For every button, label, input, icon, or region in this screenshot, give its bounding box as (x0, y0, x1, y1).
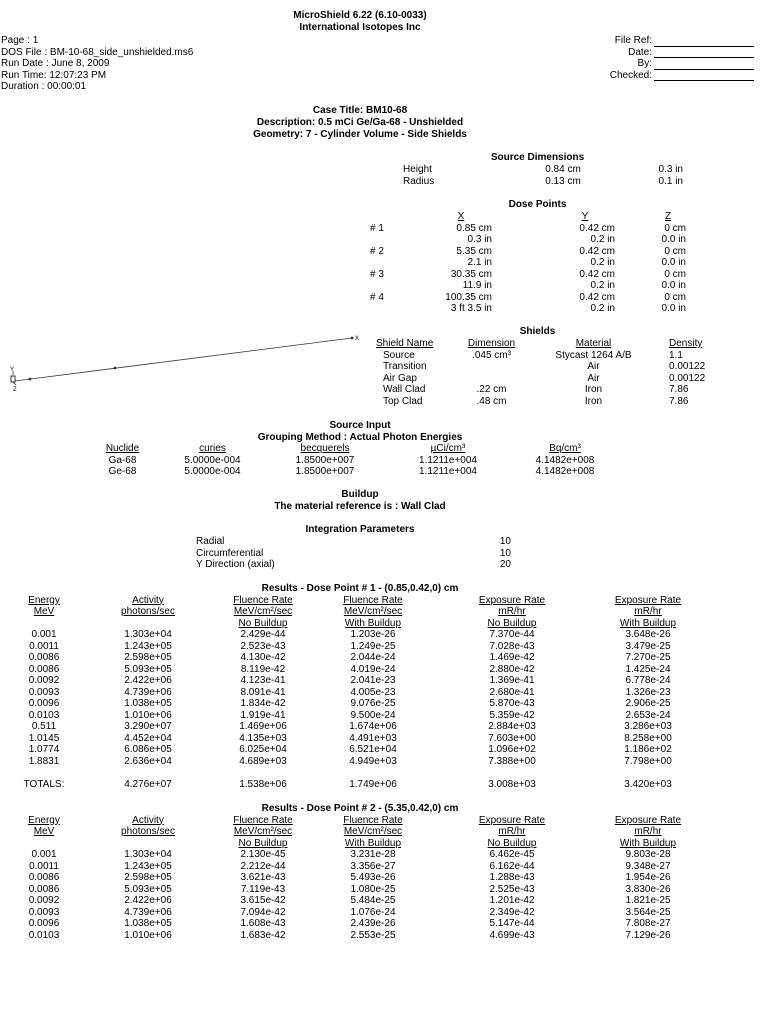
results-cell: 4.491e+03 (349, 732, 397, 744)
dose-line (15, 338, 352, 381)
results-header: photons/sec (121, 606, 175, 617)
results-cell: 3.621e-43 (240, 872, 286, 883)
dose-point-x: 100.35 cm (445, 291, 492, 303)
results-cell: 8.119e-42 (240, 663, 286, 675)
file-ref-label: File Ref: (614, 35, 652, 46)
results-cell: 1.186e+02 (624, 744, 672, 755)
results-cell: 5.093e+05 (124, 883, 172, 895)
results-header: Fluence Rate (233, 594, 293, 606)
results-cell: 6.521e+04 (349, 744, 397, 755)
results-cell: 1.469e-42 (489, 652, 535, 663)
results-header: No Buildup (487, 837, 537, 849)
nuclide-cell: 1.8500e+007 (295, 466, 355, 477)
results-cell: 1.243e+05 (124, 640, 172, 652)
dose-point-label: # 2 (370, 245, 384, 257)
results-cell: 0.0092 (28, 895, 60, 906)
results-cell: 4.005e-23 (350, 686, 396, 698)
shield-density: 0.00122 (669, 372, 706, 384)
results-header: Exposure Rate (478, 594, 546, 606)
results-cell: 1.243e+05 (124, 860, 172, 872)
results-cell: 3.356e-27 (350, 860, 396, 872)
results-header: MeV (33, 606, 55, 617)
shield-dimension: .48 cm (476, 395, 507, 407)
results-cell: 4.689e+03 (239, 755, 287, 767)
results-cell: 6.162e-44 (489, 860, 535, 872)
nuclide-cell: 4.1482e+008 (535, 466, 595, 477)
results-header: Activity (132, 814, 164, 826)
results-cell: 1.010e+06 (124, 709, 172, 721)
results-cell: 0.0011 (29, 640, 59, 652)
results-cell: 9.500e-24 (350, 709, 396, 721)
results-header: No Buildup (238, 617, 288, 629)
results-column (4, 594, 84, 790)
results-column (4, 814, 84, 941)
results-cell: 2.212e-44 (240, 860, 286, 872)
results-column (93, 814, 203, 941)
nuclide-header: Bq/cm³ (549, 443, 581, 454)
shield-header: Dimension (467, 338, 516, 349)
results-column (323, 814, 423, 941)
results-cell: 0.001 (31, 849, 57, 860)
dose-point-y: 0.42 cm (579, 291, 615, 303)
nuclide-cell: 5.0000e-004 (184, 454, 241, 466)
results-column (213, 814, 313, 941)
results-cell: 6.462e-45 (489, 849, 535, 860)
results-cell: 2.880e-42 (489, 663, 535, 675)
results-cell: 1.425e-24 (625, 663, 671, 675)
results-cell: 1.954e-26 (625, 872, 671, 883)
results-cell: 2.422e+06 (124, 895, 172, 906)
results-cell: 2.523e-43 (240, 640, 286, 652)
nuclide-header: µCi/cm³ (430, 443, 466, 454)
results-column (93, 594, 203, 790)
dimension-in: 0.3 in (658, 164, 683, 175)
results-cell: 0.0086 (28, 883, 60, 895)
results-header: MeV/cm²/sec (233, 826, 293, 837)
results-cell: 3.231e-28 (350, 849, 396, 860)
results-cell: 4.130e-42 (240, 652, 286, 663)
results-cell: 7.808e-27 (625, 918, 671, 929)
shield-header: Material (575, 338, 612, 349)
case-title: Case Title: BM10-68 (312, 105, 408, 116)
dose-point-x: 2.1 in (467, 257, 492, 268)
results-cell: 0.001 (31, 629, 57, 640)
results-header: Fluence Rate (343, 594, 403, 606)
results-cell: 7.129e-26 (625, 929, 671, 941)
dose-point-marker (114, 367, 117, 370)
results-cell: 0.511 (31, 721, 57, 732)
dose-point-z: 0 cm (664, 291, 686, 303)
case-description: Description: 0.5 mCi Ge/Ga-68 - Unshielded (256, 117, 464, 128)
results-cell: 2.044e-24 (350, 652, 396, 663)
run-info-line: Duration : 00:00:01 (1, 81, 87, 92)
results-cell: 1.326e-23 (625, 686, 671, 698)
results-cell: 1.201e-42 (489, 895, 535, 906)
source-dimensions-heading: Source Dimensions (490, 152, 585, 163)
results-cell: 1.469e+06 (239, 721, 287, 732)
results-cell: 7.370e-44 (489, 629, 535, 640)
results-title: Results - Dose Point # 2 - (5.35,0.42,0) cm (261, 803, 459, 814)
shield-material: Air (587, 361, 600, 372)
results-cell: 8.258e+00 (624, 732, 672, 744)
results-cell: 6.025e+04 (239, 744, 287, 755)
results-cell: 3.564e-25 (625, 906, 671, 918)
results-header: Activity (132, 594, 164, 606)
nuclide-table (95, 443, 635, 479)
results-cell: 4.135e+03 (239, 732, 287, 744)
results-cell: 4.739e+06 (124, 906, 172, 918)
results-cell: 0.0086 (28, 872, 60, 883)
results-cell: 2.598e+05 (124, 872, 172, 883)
results-cell: 1.249e-25 (350, 640, 396, 652)
results-cell: 0.0086 (28, 663, 60, 675)
results-header: No Buildup (487, 617, 537, 629)
dose-point-x: 5.35 cm (456, 245, 492, 257)
nuclide-header: becquerels (300, 443, 350, 454)
shield-name: Transition (383, 361, 427, 372)
results-cell: 1.303e+04 (124, 629, 172, 640)
results-cell: 2.553e-25 (350, 929, 396, 941)
dimension-in: 0.1 in (658, 175, 683, 187)
company-name: International Isotopes Inc (299, 22, 421, 33)
shield-name: Top Clad (383, 395, 423, 407)
results-cell: 5.359e-42 (489, 709, 535, 721)
nuclide-cell: 1.1211e+004 (419, 466, 477, 477)
results-header (4, 838, 84, 850)
results-header (93, 618, 203, 630)
results-total: 4.276e+07 (124, 778, 172, 790)
results-cell: 0.0103 (28, 929, 60, 941)
dimension-name: Height (403, 164, 432, 175)
shield-density: 0.00122 (669, 361, 706, 372)
results-header: With Buildup (344, 837, 402, 849)
run-info-line: Run Time: 12:07:23 PM (1, 69, 107, 81)
results-cell: 1.683e-42 (240, 929, 286, 941)
results-cell: 6.778e-24 (625, 675, 671, 686)
dose-point-label: # 4 (370, 291, 384, 303)
results-total: 3.008e+03 (488, 778, 536, 790)
results-cell: 1.919e-41 (240, 709, 286, 721)
dose-point-x: 11.9 in (462, 280, 492, 291)
results-cell: 2.422e+06 (124, 675, 172, 686)
results-cell: 5.093e+05 (124, 663, 172, 675)
dose-point-y: 0.2 in (590, 257, 615, 268)
results-cell: 0.0011 (29, 860, 59, 872)
results-dose-point-1 (0, 583, 770, 793)
results-cell: 7.388e+00 (488, 755, 536, 767)
dose-point-y: 0.42 cm (579, 268, 615, 280)
results-cell: 0.0093 (28, 686, 60, 698)
dose-point-z: 0 cm (664, 268, 686, 280)
results-cell: 7.603e+00 (488, 732, 536, 744)
nuclide-cell: 1.1211e+004 (419, 454, 477, 466)
results-cell: 3.290e+07 (124, 721, 172, 732)
dose-point-y: 0.2 in (590, 234, 615, 245)
results-cell: 2.429e-44 (240, 629, 286, 640)
results-cell: 0.0096 (28, 698, 60, 709)
results-cell: 4.699e-43 (489, 929, 535, 941)
dose-point-label: # 1 (370, 222, 384, 234)
dose-point-marker (29, 378, 32, 381)
results-column (213, 594, 313, 790)
case-geometry: Geometry: 7 - Cylinder Volume - Side Shields (253, 129, 467, 140)
shield-density: 7.86 (669, 395, 689, 407)
shield-material: Iron (584, 395, 603, 407)
results-total: TOTALS: (23, 778, 65, 790)
results-header: With Buildup (619, 617, 677, 629)
nuclide-header: curies (199, 443, 226, 454)
dose-point-z: 0.0 in (661, 303, 686, 314)
param-name: Circumferential (196, 547, 264, 559)
results-header: MeV/cm²/sec (233, 606, 293, 617)
results-header: MeV (33, 826, 55, 837)
dimension-cm: 0.84 cm (545, 164, 581, 175)
results-cell: 0.0103 (28, 709, 60, 721)
axis-y-label: Y (10, 367, 15, 373)
axis-z-label: Z (13, 387, 17, 393)
results-header: Exposure Rate (614, 814, 682, 826)
grouping-method: Grouping Method : Actual Photon Energies (257, 432, 463, 443)
results-cell: 1.038e+05 (124, 918, 172, 929)
results-header: Energy (28, 814, 60, 826)
results-cell: 3.648e-26 (625, 629, 671, 640)
results-cell: 4.949e+03 (349, 755, 397, 767)
axis-x-label: X (355, 336, 360, 342)
results-cell: 4.452e+04 (124, 732, 172, 744)
shield-material: Stycast 1264 A/B (555, 349, 632, 361)
results-total: 1.749e+06 (349, 778, 397, 790)
results-cell: 2.439e-26 (350, 918, 396, 929)
shield-density: 1.1 (669, 349, 683, 361)
buildup-reference: The material reference is : Wall Clad (274, 501, 446, 512)
results-cell: 2.525e-43 (489, 883, 535, 895)
results-title: Results - Dose Point # 1 - (0.85,0.42,0) cm (261, 583, 459, 594)
results-cell: 3.479e-25 (625, 640, 671, 652)
nuclide-cell: 4.1482e+008 (535, 454, 595, 466)
results-column (458, 814, 566, 941)
results-cell: 9.348e-27 (625, 860, 671, 872)
results-column (594, 594, 702, 790)
results-cell: 7.028e-43 (489, 640, 535, 652)
results-cell: 7.798e+00 (624, 755, 672, 767)
results-column (323, 594, 423, 790)
results-cell: 2.906e-25 (625, 698, 671, 709)
dose-point-x: 0.3 in (467, 234, 492, 245)
results-cell: 1.288e-43 (489, 872, 535, 883)
results-cell: 8.091e-41 (240, 686, 286, 698)
dose-point-z: 0 cm (664, 222, 686, 234)
dose-point-y: 0.42 cm (579, 222, 615, 234)
shield-header: Density (669, 338, 703, 349)
results-cell: 1.674e+06 (349, 721, 397, 732)
shield-material: Iron (584, 384, 603, 395)
dose-point-z: 0.0 in (661, 257, 686, 268)
shield-name: Wall Clad (383, 384, 426, 395)
by-label: By: (637, 58, 652, 69)
shield-name: Air Gap (383, 372, 417, 384)
dose-point-header: Y (581, 211, 589, 222)
results-header: Fluence Rate (343, 814, 403, 826)
results-cell: 3.830e-26 (625, 883, 671, 895)
results-cell: 2.636e+04 (124, 755, 172, 767)
results-cell: 7.270e-25 (625, 652, 671, 663)
shield-density: 7.86 (669, 384, 689, 395)
param-value: 10 (499, 547, 511, 559)
results-cell: 2.041e-23 (350, 675, 396, 686)
results-cell: 3.286e+03 (624, 721, 672, 732)
results-total: 1.538e+06 (239, 778, 287, 790)
results-header (4, 618, 84, 630)
results-cell: 2.653e-24 (625, 709, 671, 721)
shield-material: Air (587, 372, 600, 384)
date-label: Date: (628, 46, 652, 58)
results-header: mR/hr (634, 826, 662, 837)
results-cell: 1.096e+02 (488, 744, 536, 755)
z-axis-line (13, 382, 16, 385)
results-header: Energy (28, 594, 60, 606)
results-cell: 0.0093 (28, 906, 60, 918)
results-cell: 2.598e+05 (124, 652, 172, 663)
results-cell: 1.8831 (28, 755, 60, 767)
results-header: Exposure Rate (478, 814, 546, 826)
results-cell: 1.010e+06 (124, 929, 172, 941)
buildup-heading: Buildup (341, 489, 379, 500)
results-header: Exposure Rate (614, 594, 682, 606)
dose-point-x: 3 ft 3.5 in (450, 303, 492, 314)
results-cell: 0.0092 (28, 675, 60, 686)
param-name: Y Direction (axial) (196, 559, 275, 570)
results-header: mR/hr (498, 826, 526, 837)
results-cell: 4.739e+06 (124, 686, 172, 698)
param-value: 10 (499, 536, 511, 547)
results-header (93, 838, 203, 850)
results-cell: 5.870e-43 (489, 698, 535, 709)
dose-points-heading: Dose Points (508, 199, 567, 210)
results-cell: 2.680e-41 (489, 686, 535, 698)
shield-dimension: .22 cm (476, 384, 507, 395)
shield-dimension: .045 cm³ (472, 349, 511, 361)
shields-heading: Shields (519, 326, 556, 337)
source-input-heading: Source Input (329, 420, 391, 431)
dose-point-y: 0.2 in (590, 303, 615, 314)
run-info-line: DOS File : BM-10-68_side_unshielded.ms6 (1, 46, 194, 58)
results-cell: 7.119e-43 (240, 883, 286, 895)
results-column (458, 594, 566, 790)
nuclide-cell: 5.0000e-004 (184, 466, 241, 477)
param-name: Radial (196, 536, 225, 547)
dose-point-header: Z (664, 211, 672, 222)
run-info-line: Run Date : June 8, 2009 (1, 58, 110, 69)
results-cell: 5.484e-25 (350, 895, 396, 906)
results-cell: 9.803e-28 (625, 849, 671, 860)
nuclide-cell: 1.8500e+007 (295, 454, 355, 466)
results-cell: 4.123e-41 (240, 675, 286, 686)
dose-point-y: 0.42 cm (579, 245, 615, 257)
results-cell: 1.080e-25 (350, 883, 396, 895)
shield-header: Shield Name (376, 338, 434, 349)
dose-point-z: 0.0 in (661, 234, 686, 245)
results-total: 3.420e+03 (624, 778, 672, 790)
results-cell: 1.0774 (28, 744, 60, 755)
results-cell: 5.493e-26 (350, 872, 396, 883)
results-header: With Buildup (344, 617, 402, 629)
results-cell: 3.615e-42 (240, 895, 286, 906)
results-cell: 2.884e+03 (488, 721, 536, 732)
dose-point-z: 0.0 in (661, 280, 686, 291)
integration-table (196, 536, 526, 572)
dimension-name: Radius (403, 175, 435, 187)
dose-point-x: 30.35 cm (450, 268, 492, 280)
dose-point-x: 0.85 cm (456, 222, 492, 234)
results-header: With Buildup (619, 837, 677, 849)
results-cell: 4.019e-24 (350, 663, 396, 675)
results-header: MeV/cm²/sec (343, 606, 403, 617)
results-cell: 0.0086 (28, 652, 60, 663)
results-cell: 2.349e-42 (489, 906, 535, 918)
dose-point-y: 0.2 in (590, 280, 615, 291)
results-cell: 1.038e+05 (124, 698, 172, 709)
nuclide-cell: Ga-68 (108, 454, 137, 466)
results-cell: 7.094e-42 (240, 906, 286, 918)
dose-point-z: 0 cm (664, 245, 686, 257)
run-info-line: Page : 1 (1, 35, 39, 46)
nuclide-cell: Ge-68 (108, 466, 137, 477)
results-cell: 1.076e-24 (350, 906, 396, 918)
results-cell: 1.303e+04 (124, 849, 172, 860)
results-cell: 1.369e-41 (489, 675, 535, 686)
results-cell: 1.0145 (28, 732, 60, 744)
dimension-cm: 0.13 cm (545, 175, 581, 187)
results-cell: 2.130e-45 (240, 849, 286, 860)
source-cylinder (11, 376, 15, 382)
results-header: mR/hr (498, 606, 526, 617)
results-header: photons/sec (121, 826, 175, 837)
param-value: 20 (499, 559, 511, 570)
results-cell: 1.834e-42 (240, 698, 286, 709)
results-header: MeV/cm²/sec (343, 826, 403, 837)
results-cell: 9.076e-25 (350, 698, 396, 709)
nuclide-header: Nuclide (105, 443, 140, 454)
results-header: mR/hr (634, 606, 662, 617)
results-dose-point-2 (0, 803, 770, 943)
results-cell: 1.821e-25 (625, 895, 671, 906)
results-cell: 6.086e+05 (124, 744, 172, 755)
dose-point-header: X (457, 211, 465, 222)
dose-point-label: # 3 (370, 268, 384, 280)
results-cell: 0.0096 (28, 918, 60, 929)
shield-name: Source (383, 349, 415, 361)
dose-point-marker (351, 337, 354, 340)
results-header: No Buildup (238, 837, 288, 849)
results-header: Fluence Rate (233, 814, 293, 826)
integration-heading: Integration Parameters (305, 524, 415, 535)
report-title: MicroShield 6.22 (6.10-0033) (293, 10, 427, 21)
results-cell: 5.147e-44 (489, 918, 535, 929)
results-cell: 1.203e-26 (350, 629, 396, 640)
results-column (594, 814, 702, 941)
results-cell: 1.608e-43 (240, 918, 286, 929)
checked-label: Checked: (609, 69, 652, 81)
